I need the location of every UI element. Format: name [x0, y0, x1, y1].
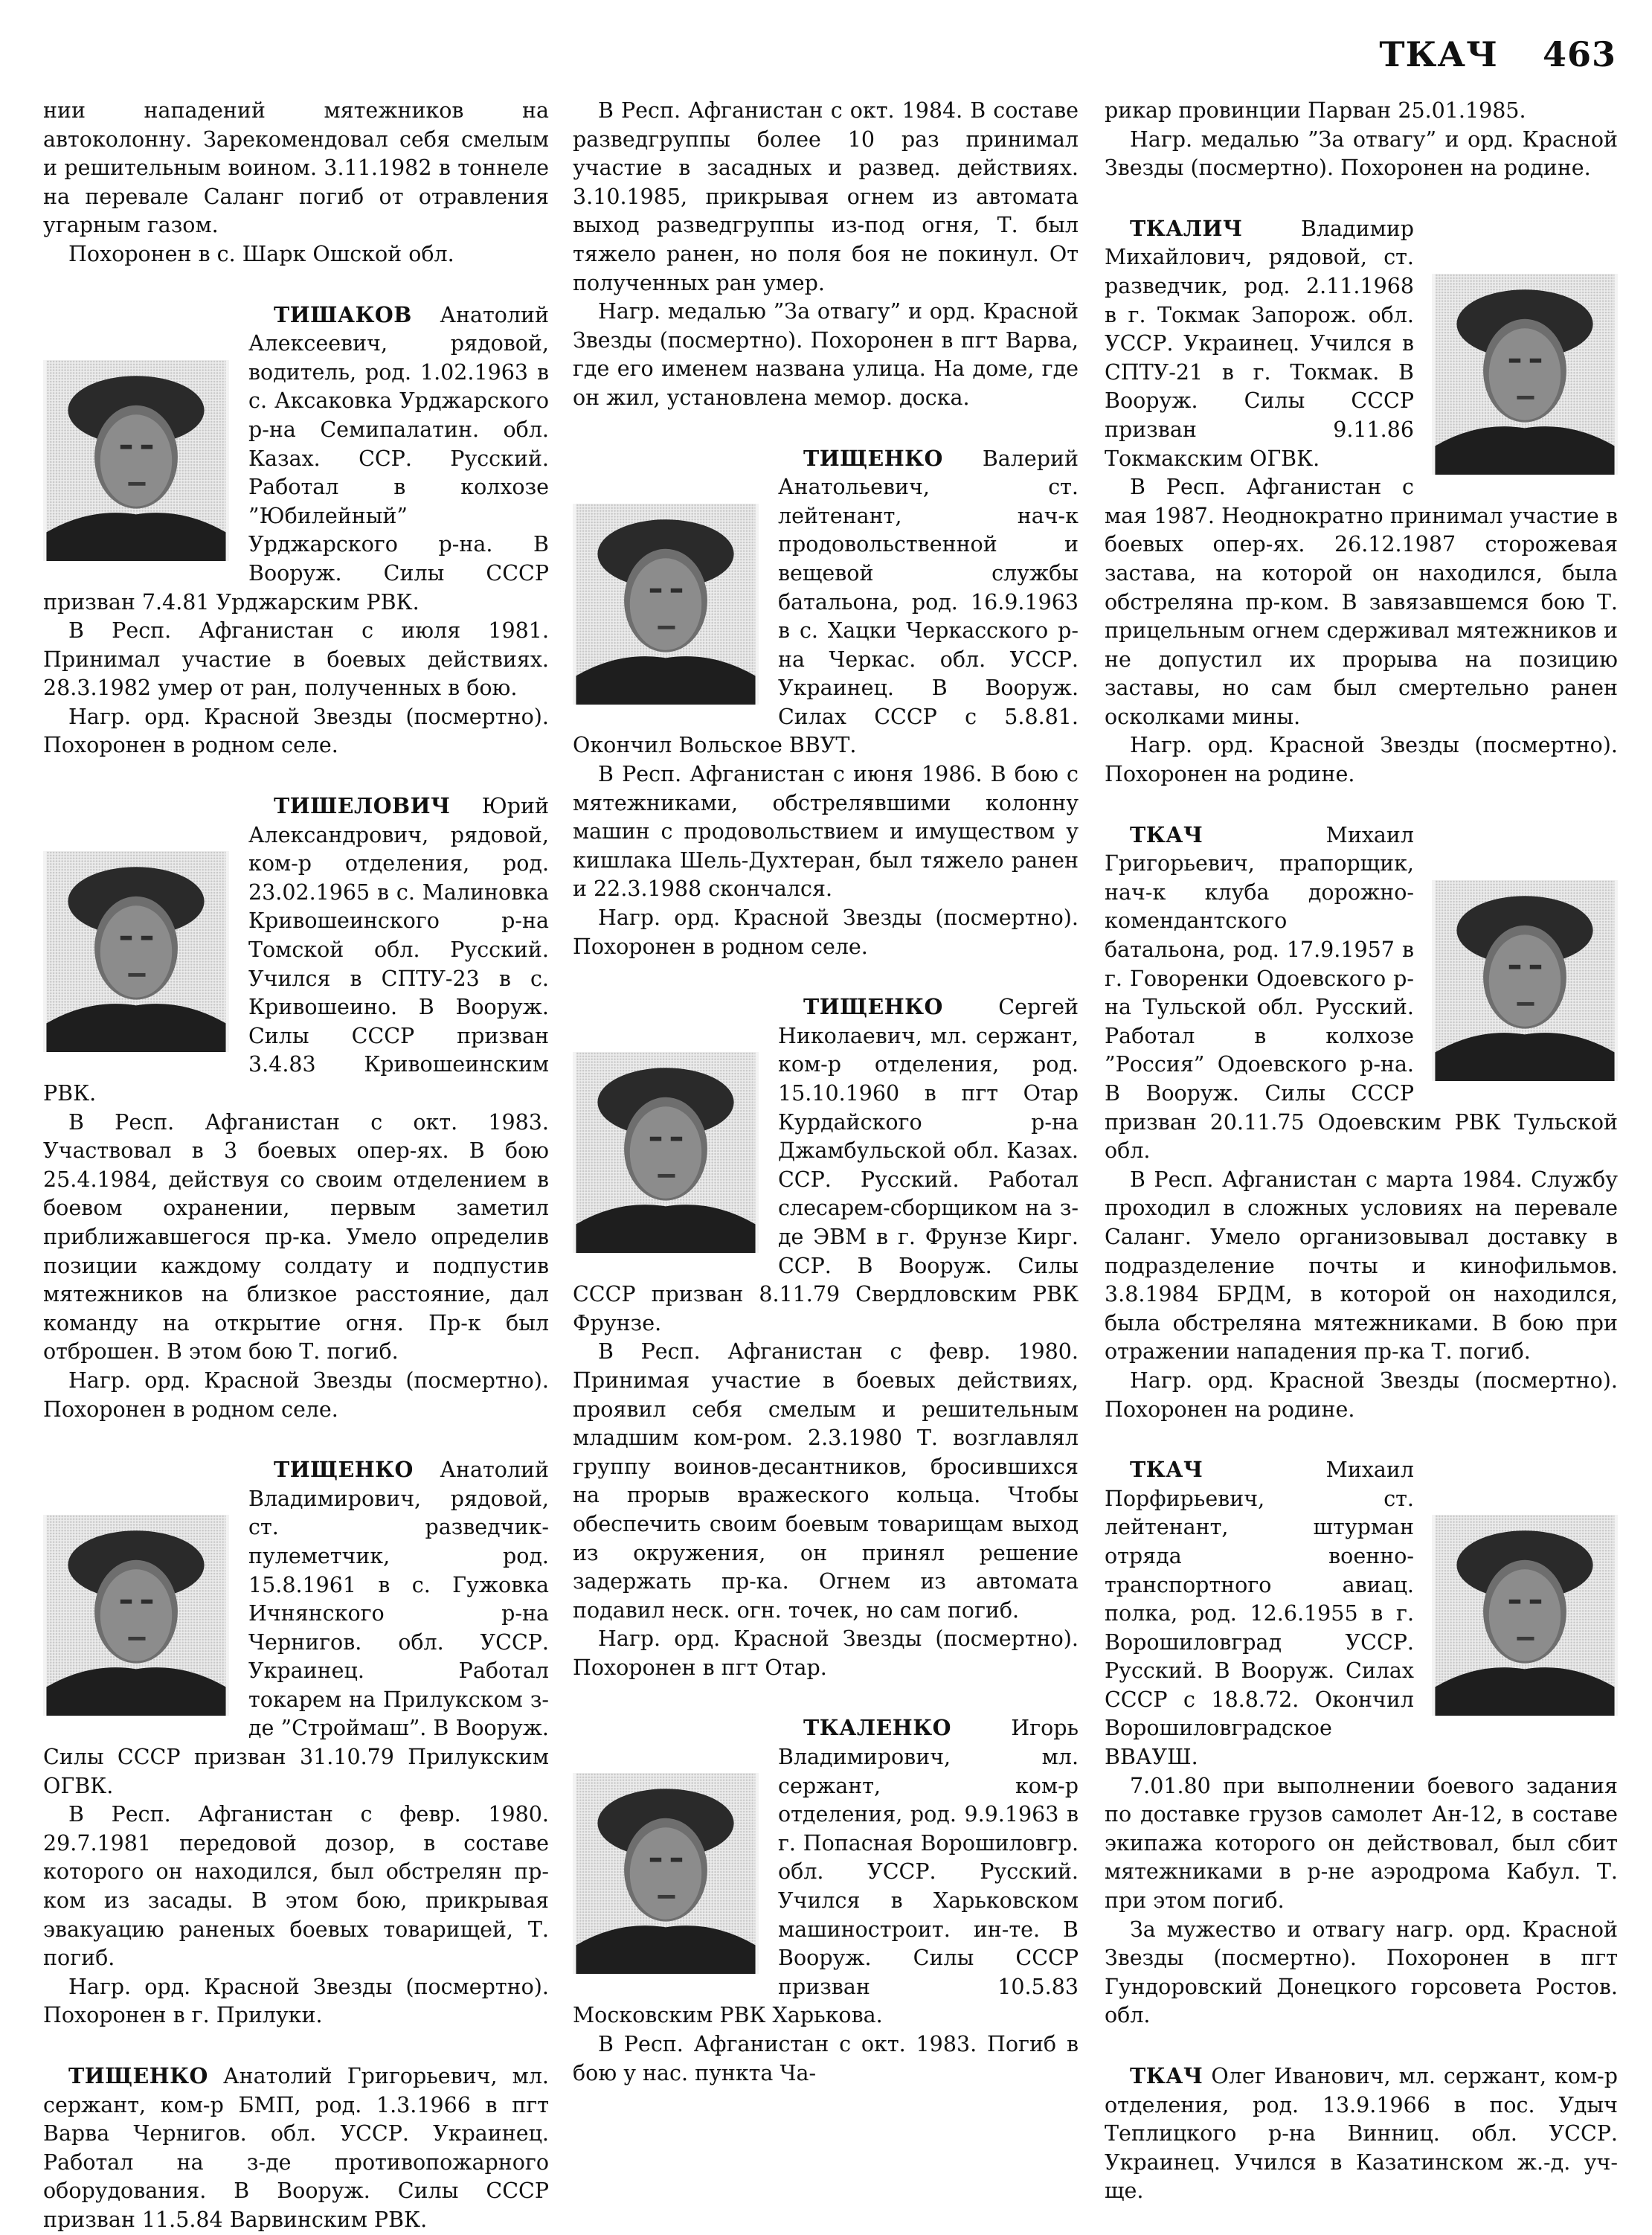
entry-paragraph: За мужество и отвагу нагр. орд. Красной Звезды (посмертно). Похоронен в пгт Гундоровский Донецкого горсовета Ростов. обл.	[1105, 1917, 1618, 2028]
running-head	[1379, 34, 1616, 74]
entry-surname: ТКАЛЕНКО	[803, 1715, 951, 1741]
entry-surname: ТИЩЕНКО	[274, 1457, 414, 1483]
entry-surname: ТКАЧ	[1130, 821, 1203, 847]
entry-surname: ТИЩЕНКО	[803, 445, 943, 471]
portrait-photo	[573, 1052, 759, 1253]
entry-paragraph: В Респ. Афганистан с мая 1987. Неоднократно принимал участие в боевых опер-ях. 26.12.1987 сторожевая застава, на которой он находился, была обстреляна пр-ком. В завязавшемся бою Т. прицельным огнем сдерживал мятежников и не допустил их прорыва на позицию заставы, но сам был смертельно ранен осколками мины.	[1105, 475, 1618, 729]
portrait-photo	[43, 1515, 229, 1716]
entry-paragraph: В Респ. Афганистан с окт. 1983. Участвовал в 3 боевых опер-ях. В бою 25.4.1984, действуя со своим отделением в боевом охранении, первым заметил приближавшегося пр-ка. Умело определив позиции каждому солдату и подпустив мятежников на близкое расстояние, дал команду на открытие огня. Пр-к был отброшен. В этом бою Т. погиб.	[43, 1109, 549, 1365]
entry-tishelovich	[43, 792, 549, 1424]
entry-tkalich	[1105, 214, 1618, 789]
entry-tkach-mikhail-g	[1105, 821, 1618, 1424]
entry-surname: ТИЩЕНКО	[68, 2063, 208, 2088]
entry-paragraph: Нагр. орд. Красной Звезды (посмертно). Похоронен в родном селе.	[43, 1367, 549, 1422]
entry-intro: Валерий Анатольевич, ст. лейтенант, нач-к продовольственной и вещевой службы батальона, род. 16.9.1963 в с. Хацки Черкасского р-на Черкас. обл. УССР. Украинец. В Вооруж. Силах СССР с 5.8.81. Окончил Вольское ВВУТ.	[573, 446, 1079, 758]
portrait-photo	[573, 504, 759, 705]
page-number: 463	[1542, 34, 1616, 74]
entry-surname: ТИЩЕНКО	[803, 994, 943, 1020]
entry-heading	[573, 1713, 1079, 2030]
entry-continued	[1105, 97, 1618, 183]
entry-paragraph: Нагр. орд. Красной Звезды (посмертно). Похоронен в родном селе.	[43, 704, 549, 758]
entry-paragraph: В Респ. Афганистан с февр. 1980. Принимая участие в боевых действиях, проявил себя смелым и решительным младшим ком-ром. 2.3.1980 Т. возглавлял группу воинов-десантников, бросившихся на прорыв вражеского кольца. Чтобы обеспечить своим боевым товарищам выход из окружения, он принял решение задержать пр-ка. Огнем из автомата подавил неск. огн. точек, но сам погиб.	[573, 1339, 1079, 1623]
entry-tkach-mikhail-p	[1105, 1455, 1618, 2030]
entry-paragraph: Нагр. орд. Красной Звезды (посмертно). Похоронен в г. Прилуки.	[43, 1974, 549, 2028]
entry-paragraph: рикар провинции Парван 25.01.1985.	[1105, 98, 1526, 123]
entry-intro: Михаил Порфирьевич, ст. лейтенант, штурман отряда военно-транспортного авиац. полка, род. 12.6.1955 в г. Ворошиловград УССР. Русский. В Вооруж. Силах СССР с 18.8.72. Окончил Ворошиловградское ВВАУШ.	[1105, 1458, 1414, 1770]
entry-heading	[43, 792, 549, 1109]
entry-paragraph: Нагр. орд. Красной Звезды (посмертно). Похоронен на родине.	[1105, 1367, 1618, 1422]
entry-heading	[1105, 821, 1618, 1166]
entry-heading	[1105, 2062, 1618, 2206]
entry-paragraph: В Респ. Афганистан с окт. 1984. В составе разведгруппы более 10 раз принимал участие в засадных и развед. действиях. 3.10.1985, прикрывая огнем из автомата выход разведгруппы из-под огня, Т. был тяжело ранен, но поля боя не покинул. От полученных ран умер.	[573, 98, 1079, 295]
portrait-photo	[43, 360, 229, 561]
running-head-word: ТКАЧ	[1379, 34, 1498, 74]
entry-paragraph: В Респ. Афганистан с июля 1981. Принимал участие в боевых действиях. 28.3.1982 умер от ран, полученных в бою.	[43, 618, 549, 701]
entry-paragraph: Нагр. медалью ”За отвагу” и орд. Красной Звезды (посмертно). Похоронен в пгт Варва, где его именем названа улица. На доме, где он жил, установлена мемор. доска.	[573, 299, 1079, 410]
entry-paragraph: Нагр. медалью ”За отвагу” и орд. Красной Звезды (посмертно). Похоронен на родине.	[1105, 126, 1618, 181]
entry-continued	[43, 97, 549, 269]
entry-surname: ТИШЕЛОВИЧ	[274, 793, 451, 819]
entry-paragraph: В Респ. Афганистан с июня 1986. В бою с мятежниками, обстрелявшими колонну машин с продовольствием и имуществом у кишлака Шель-Духтеран, был тяжело ранен и 22.3.1988 скончался.	[573, 762, 1079, 902]
entry-intro: Михаил Григорьевич, прапорщик, нач-к клуба дорожно-комендантского батальона, род. 17.9.1957 в г. Говоренки Одоевского р-на Тульской обл. Русский. Работал в колхозе ”Россия” Одоевского р-на. В Вооруж. Силы СССР призван 20.11.75 Одоевским РВК Тульской обл.	[1105, 822, 1618, 1164]
entry-tishchenko-anatoliy-v	[43, 1455, 549, 2030]
entry-paragraph: Нагр. орд. Красной Звезды (посмертно). Похоронен на родине.	[1105, 733, 1618, 787]
entry-paragraph: Нагр. орд. Красной Звезды (посмертно). Похоронен в пгт Отар.	[573, 1626, 1079, 1680]
entry-continued	[573, 97, 1079, 413]
entry-intro: Анатолий Григорьевич, мл. сержант, ком-р БМП, род. 1.3.1966 в пгт Варва Чернигов. обл. УССР. Украинец. Работал на з-де противопожарного оборудования. В Вооруж. Силы СССР призван 11.5.84 Варвинским РВК.	[43, 2064, 549, 2232]
entry-paragraph: Похоронен в с. Шарк Ошской обл.	[68, 241, 454, 266]
entry-tishchenko-anatoliy-g	[43, 2062, 549, 2235]
column-3	[1105, 97, 1618, 2206]
entry-intro: Олег Иванович, мл. сержант, ком-р отделения, род. 13.9.1966 в пос. Удыч Теплицкого р-на Винниц. обл. УССР. Украинец. Учился в Казатинском ж.-д. уч-ще.	[1105, 2064, 1618, 2204]
entry-tkach-oleg	[1105, 2062, 1618, 2206]
portrait-photo	[1432, 880, 1618, 1081]
entry-surname: ТИШАКОВ	[274, 301, 412, 327]
entry-paragraph: В Респ. Афганистан с окт. 1983. Погиб в бою у нас. пункта Ча-	[573, 2032, 1079, 2085]
entry-paragraph: Нагр. орд. Красной Звезды (посмертно). Похоронен в родном селе.	[573, 905, 1079, 959]
entry-paragraph: В Респ. Афганистан с февр. 1980. 29.7.1981 передовой дозор, в составе которого он находился, был обстрелян пр-ком из засады. В этом бою, прикрывая эвакуацию раненых боевых товарищей, Т. погиб.	[43, 1802, 549, 1971]
entry-heading	[43, 301, 549, 618]
entry-tkalenko	[573, 1713, 1079, 2088]
entry-heading	[1105, 214, 1618, 473]
entry-tishakov	[43, 301, 549, 761]
column-1	[43, 97, 549, 2235]
entry-intro: Анатолий Владимирович, рядовой, ст. разведчик-пулеметчик, род. 15.8.1961 в с. Гужовка Ичнянского р-на Чернигов. обл. УССР. Украинец. Работал токарем на Прилукском з-де ”Строймаш”. В Вооруж. Силы СССР призван 31.10.79 Прилукским ОГВК.	[43, 1458, 549, 1798]
entry-paragraph: 7.01.80 при выполнении боевого задания по доставке грузов самолет Ан-12, в составе экипажа которого он действовал, был сбит мятежниками в р-не аэродрома Кабул. Т. при этом погиб.	[1105, 1773, 1618, 1914]
portrait-photo	[1432, 1515, 1618, 1716]
portrait-photo	[1432, 274, 1618, 475]
entry-intro: Владимир Михайлович, рядовой, ст. разведчик, род. 2.11.1968 в г. Токмак Запорож. обл. УССР. Украинец. Учился в СПТУ-21 в г. Токмак. В Вооруж. Силы СССР призван 9.11.86 Токмакским ОГВК.	[1105, 216, 1414, 471]
portrait-photo	[43, 851, 229, 1052]
entry-heading	[573, 444, 1079, 761]
entry-intro: Сергей Николаевич, мл. сержант, ком-р отделения, род. 15.10.1960 в пгт Отар Курдайского р-на Джамбульской обл. Казах. ССР. Русский. Работал слесарем-сборщиком на з-де ЭВМ в г. Фрунзе Кирг. ССР. В Вооруж. Силы СССР призван 8.11.79 Свердловским РВК Фрунзе.	[573, 995, 1079, 1335]
entry-intro: Юрий Александрович, рядовой, ком-р отделения, род. 23.02.1965 в с. Малиновка Кривошеинского р-на Томской обл. Русский. Учился в СПТУ-23 в с. Кривошеино. В Вооруж. Силы СССР призван 3.4.83 Кривошеинским РВК.	[43, 794, 549, 1106]
column-2	[573, 97, 1079, 2088]
entry-intro: Игорь Владимирович, мл. сержант, ком-р отделения, род. 9.9.1963 в г. Попасная Ворошиловгр. обл. УССР. Русский. Учился в Харьковском машиностроит. ин-те. В Вооруж. Силы СССР призван 10.5.83 Московским РВК Харькова.	[573, 1716, 1079, 2028]
entry-tishchenko-sergey	[573, 993, 1079, 1682]
entry-intro: Анатолий Алексеевич, рядовой, водитель, род. 1.02.1963 в с. Аксаковка Урджарского р-на Семипалатин. обл. Казах. ССР. Русский. Работал в колхозе ”Юбилейный” Урджарского р-на. В Вооруж. Силы СССР призван 7.4.81 Урджарским РВК.	[43, 302, 549, 615]
portrait-photo	[573, 1773, 759, 1974]
entry-tishchenko-valeriy	[573, 444, 1079, 962]
entry-paragraph: В Респ. Афганистан с марта 1984. Службу проходил в сложных условиях на перевале Саланг. Умело организовывал доставку в подразделение почты и кинофильмов. 3.8.1984 БРДМ, в которой он находился, была обстреляна мятежниками. В бою при отражении нападения пр-ка Т. погиб.	[1105, 1167, 1618, 1365]
entry-surname: ТКАЧ	[1130, 2063, 1203, 2088]
entry-heading	[43, 2062, 549, 2235]
entry-paragraph: нии нападений мятежников на автоколонну. Зарекомендовал себя смелым и решительным воином. 3.11.1982 в тоннеле на перевале Саланг погиб от отравления угарным газом.	[43, 98, 549, 238]
entry-heading	[573, 993, 1079, 1338]
entry-heading	[43, 1455, 549, 1800]
entry-surname: ТКАЧ	[1130, 1457, 1203, 1483]
entry-heading	[1105, 1455, 1618, 1772]
entry-surname: ТКАЛИЧ	[1130, 215, 1243, 241]
